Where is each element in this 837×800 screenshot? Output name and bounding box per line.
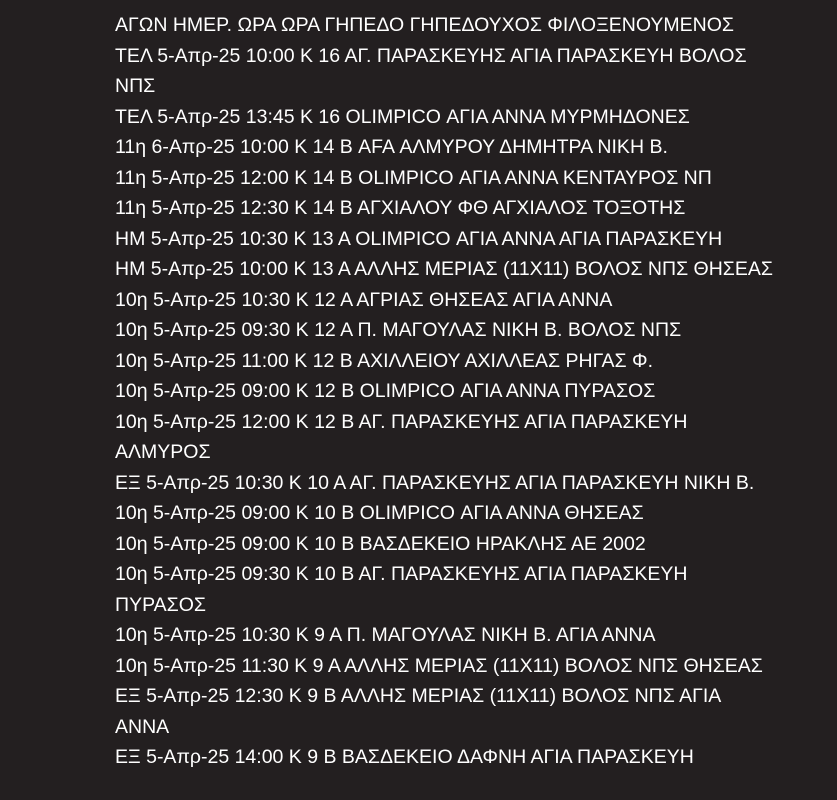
schedule-line: 11η 5-Απρ-25 12:00 Κ 14 Β OLIMPICO ΑΓΙΑ ΑΝΝΑ ΚΕΝΤΑΥΡΟΣ ΝΠ (115, 166, 712, 189)
schedule-line: 10η 5-Απρ-25 10:30 Κ 9 Α Π. ΜΑΓΟΥΛΑΣ ΝΙΚΗ Β. ΑΓΙΑ ΑΝΝΑ (115, 624, 656, 646)
schedule-line: ΑΛΜΥΡΟΣ (115, 441, 211, 463)
schedule-line: ΕΞ 5-Απρ-25 14:00 Κ 9 Β ΒΑΣΔΕΚΕΙΟ ΔΑΦΝΗ ΑΓΙΑ ΠΑΡΑΣΚΕΥΗ (115, 746, 694, 768)
schedule-line: ΕΞ 5-Απρ-25 12:30 Κ 9 Β ΑΛΛΗΣ ΜΕΡΙΑΣ (11Χ11) ΒΟΛΟΣ ΝΠΣ ΑΓΙΑ (115, 685, 722, 707)
schedule-line: ΤΕΛ 5-Απρ-25 10:00 Κ 16 ΑΓ. ΠΑΡΑΣΚΕΥΗΣ ΑΓΙΑ ΠΑΡΑΣΚΕΥΗ ΒΟΛΟΣ (115, 44, 747, 67)
schedule-line: ΝΠΣ (115, 75, 156, 97)
schedule-line: 10η 5-Απρ-25 09:00 Κ 12 Β OLIMPICO ΑΓΙΑ ΑΝΝΑ ΠΥΡΑΣΟΣ (115, 380, 656, 402)
match-schedule (115, 10, 815, 773)
schedule-line: 10η 5-Απρ-25 09:00 Κ 10 Β OLIMPICO ΑΓΙΑ ΑΝΝΑ ΘΗΣΕΑΣ (115, 502, 644, 524)
schedule-line: 10η 5-Απρ-25 09:00 Κ 10 Β ΒΑΣΔΕΚΕΙΟ ΗΡΑΚΛΗΣ ΑΕ 2002 (115, 532, 646, 555)
schedule-line: ΠΥΡΑΣΟΣ (115, 593, 206, 616)
schedule-line: 10η 5-Απρ-25 12:00 Κ 12 Β ΑΓ. ΠΑΡΑΣΚΕΥΗΣ ΑΓΙΑ ΠΑΡΑΣΚΕΥΗ (115, 410, 688, 433)
schedule-line: ΤΕΛ 5-Απρ-25 13:45 Κ 16 OLIMPICO ΑΓΙΑ ΑΝΝΑ ΜΥΡΜΗΔΟΝΕΣ (115, 105, 690, 128)
header-line: ΑΓΩΝ ΗΜΕΡ. ΩΡΑ ΩΡΑ ΓΗΠΕΔΟ ΓΗΠΕΔΟΥΧΟΣ ΦΙΛΟΞΕΝΟΥΜΕΝΟΣ (115, 14, 734, 36)
schedule-line: 10η 5-Απρ-25 09:30 Κ 10 Β ΑΓ. ΠΑΡΑΣΚΕΥΗΣ ΑΓΙΑ ΠΑΡΑΣΚΕΥΗ (115, 563, 688, 585)
schedule-line: 11η 6-Απρ-25 10:00 Κ 14 Β AFA ΑΛΜΥΡΟΥ ΔΗΜΗΤΡΑ ΝΙΚΗ Β. (115, 136, 668, 158)
schedule-line: 10η 5-Απρ-25 10:30 Κ 12 Α ΑΓΡΙΑΣ ΘΗΣΕΑΣ ΑΓΙΑ ΑΝΝΑ (115, 288, 613, 311)
schedule-line: ΑΝΝΑ (115, 715, 170, 738)
schedule-line: 11η 5-Απρ-25 12:30 Κ 14 Β ΑΓΧΙΑΛΟΥ ΦΘ ΑΓΧΙΑΛΟΣ ΤΟΞΟΤΗΣ (115, 197, 686, 219)
schedule-line: 10η 5-Απρ-25 11:00 Κ 12 Β ΑΧΙΛΛΕΙΟΥ ΑΧΙΛΛΕΑΣ ΡΗΓΑΣ Φ. (115, 349, 653, 372)
schedule-line: ΗΜ 5-Απρ-25 10:30 Κ 13 Α OLIMPICO ΑΓΙΑ ΑΝΝΑ ΑΓΙΑ ΠΑΡΑΣΚΕΥΗ (115, 227, 723, 250)
schedule-line: 10η 5-Απρ-25 09:30 Κ 12 Α Π. ΜΑΓΟΥΛΑΣ ΝΙΚΗ Β. ΒΟΛΟΣ ΝΠΣ (115, 319, 682, 341)
schedule-line: 10η 5-Απρ-25 11:30 Κ 9 Α ΑΛΛΗΣ ΜΕΡΙΑΣ (11Χ11) ΒΟΛΟΣ ΝΠΣ ΘΗΣΕΑΣ (115, 654, 763, 677)
schedule-line: ΗΜ 5-Απρ-25 10:00 Κ 13 Α ΑΛΛΗΣ ΜΕΡΙΑΣ (11Χ11) ΒΟΛΟΣ ΝΠΣ ΘΗΣΕΑΣ (115, 258, 773, 280)
schedule-line: ΕΞ 5-Απρ-25 10:30 Κ 10 Α ΑΓ. ΠΑΡΑΣΚΕΥΗΣ ΑΓΙΑ ΠΑΡΑΣΚΕΥΗ ΝΙΚΗ Β. (115, 471, 755, 494)
